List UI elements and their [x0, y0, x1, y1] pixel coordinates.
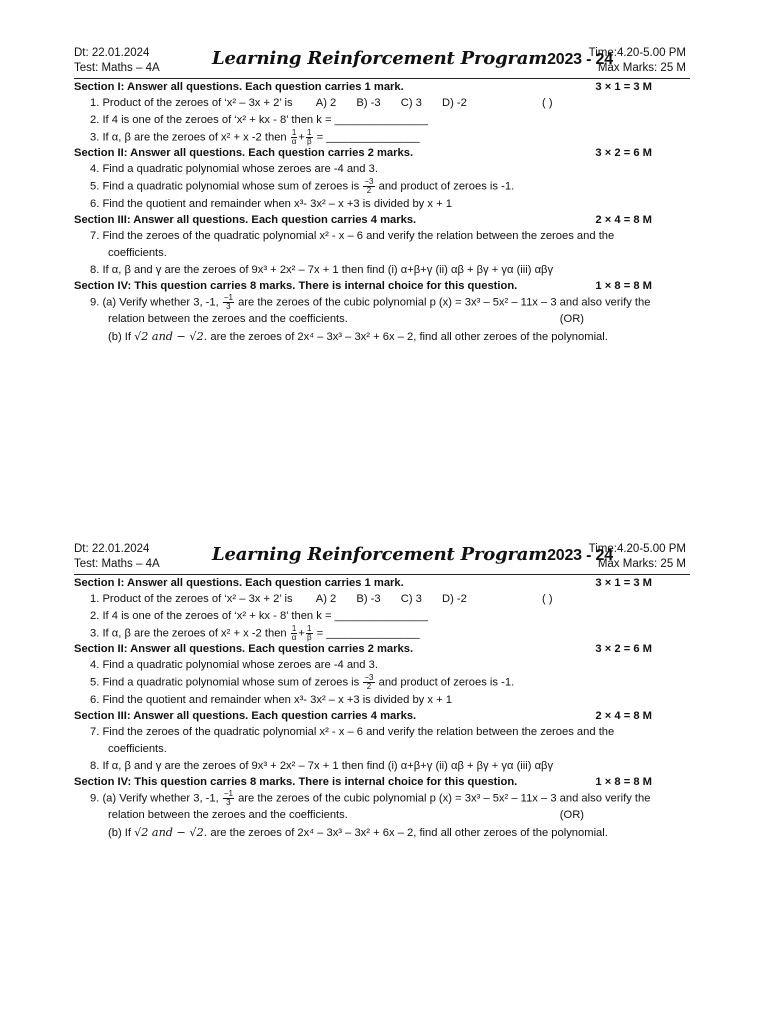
section-heading-3: Section III: Answer all questions. Each question carries 4 marks. 2 × 4 = 8 M — [74, 213, 652, 226]
question-4: 4. Find a quadratic polynomial whose zeroes are -4 and 3. — [90, 163, 378, 176]
question-paper — [74, 540, 690, 842]
section-heading-3: Section III: Answer all questions. Each question carries 4 marks. 2 × 4 = 8 M — [74, 709, 652, 722]
section-marks: 3 × 1 = 3 M — [595, 577, 652, 589]
paper-header — [74, 540, 690, 574]
question-9: 9. (a) Verify whether 3, -1, $\frac{-1}{3}$ are the zeroes of the cubic polynomial p (x) = 3x³ – 5x² – 11x – 3 and also verify the relation between the zeroes and the coefficients. (OR) (b) If √2 and − √2. are the zeroes of 2x⁴ – 3x³ – 3x² + 6x – 2, find all other zeroes of the polynomial. — [74, 294, 690, 346]
option-a: A) 2 — [315, 97, 337, 109]
header-divider — [74, 574, 690, 575]
question-7: 7. Find the zeroes of the quadratic polynomial x² - x – 6 and verify the relation between the zeroes and the coefficients. — [90, 725, 615, 755]
section-marks: 3 × 1 = 3 M — [595, 81, 652, 93]
question-9b: (b) If √2 and − √2. are the zeroes of 2x⁴ – 3x³ – 3x² + 6x – 2, find all other zeroes of the polynomial. — [108, 330, 608, 344]
fraction: $\frac{1}{\alpha}$ — [291, 128, 297, 146]
section-heading-4: Section IV: This question carries 8 marks. There is internal choice for this question. 1 × 8 = 8 M — [74, 279, 652, 292]
question-9a: 9. (a) Verify whether 3, -1, $\frac{-1}{3}$ are the zeroes of the cubic polynomial p (x) = 3x³ – 5x² – 11x – 3 and also verify the — [90, 788, 651, 807]
paper-max-marks: Max Marks: 25 M — [597, 62, 686, 74]
section-marks: 3 × 2 = 6 M — [595, 147, 652, 160]
option-a: A) 2 — [315, 593, 337, 605]
option-b: B) -3 — [356, 97, 381, 109]
question-8: 8. If α, β and γ are the zeroes of 9x³ + 2x² – 7x + 1 then find (i) α+β+γ (ii) αβ + βγ + γα (iii) αβγ — [90, 759, 554, 772]
paper-time: Time:4.20-5.00 PM — [588, 543, 686, 555]
question-3: 3. If α, β are the zeroes of x² + x -2 then $\frac{1}{\alpha}$ + $\frac{1}{\beta}$ = _______________ — [90, 128, 420, 146]
section-marks: 1 × 8 = 8 M — [595, 775, 652, 788]
section-heading-1: Section I: Answer all questions. Each question carries 1 mark. 3 × 1 = 3 M — [74, 577, 652, 589]
option-c: C) 3 — [400, 97, 422, 109]
question-8: 8. If α, β and γ are the zeroes of 9x³ + 2x² – 7x + 1 then find (i) α+β+γ (ii) αβ + βγ + γα (iii) αβγ — [90, 263, 554, 276]
answer-bracket: ( ) — [542, 593, 553, 605]
answer-bracket: ( ) — [542, 97, 553, 109]
section-marks: 2 × 4 = 8 M — [595, 709, 652, 722]
fraction: $\frac{1}{\beta}$ — [306, 624, 312, 642]
question-3: 3. If α, β are the zeroes of x² + x -2 then $\frac{1}{\alpha}$ + $\frac{1}{\beta}$ = _______________ — [90, 624, 420, 642]
fraction: $\frac{-1}{3}$ — [223, 292, 233, 311]
question-7: 7. Find the zeroes of the quadratic polynomial x² - x – 6 and verify the relation between the zeroes and the coefficients. — [90, 229, 615, 259]
or-label: (OR) — [559, 313, 584, 326]
section-heading-2: Section II: Answer all questions. Each question carries 2 marks. 3 × 2 = 6 M — [74, 643, 652, 656]
option-b: B) -3 — [356, 593, 381, 605]
option-d: D) -2 — [441, 97, 467, 109]
question-5: 5. Find a quadratic polynomial whose sum of zeroes is $\frac{-3}{2}$ and product of zeroes is -1. — [90, 673, 515, 692]
option-c: C) 3 — [400, 593, 422, 605]
paper-test-name: Test: Maths – 4A — [74, 62, 160, 74]
paper-max-marks: Max Marks: 25 M — [597, 558, 686, 570]
option-d: D) -2 — [441, 593, 467, 605]
section-marks: 3 × 2 = 6 M — [595, 643, 652, 656]
fraction: $\frac{1}{\beta}$ — [306, 128, 312, 146]
fraction: $\frac{-3}{2}$ — [364, 177, 374, 196]
paper-title: Learning Reinforcement Program2023 - 24 — [212, 48, 613, 69]
section-heading-1: Section I: Answer all questions. Each question carries 1 mark. 3 × 1 = 3 M — [74, 81, 652, 93]
question-9: 9. (a) Verify whether 3, -1, $\frac{-1}{3}$ are the zeroes of the cubic polynomial p (x) = 3x³ – 5x² – 11x – 3 and also verify the relation between the zeroes and the coefficients. (OR) (b) If √2 and − √2. are the zeroes of 2x⁴ – 3x³ – 3x² + 6x – 2, find all other zeroes of the polynomial. — [74, 790, 690, 842]
question-9b: (b) If √2 and − √2. are the zeroes of 2x⁴ – 3x³ – 3x² + 6x – 2, find all other zeroes of the polynomial. — [108, 826, 608, 840]
section-marks: 1 × 8 = 8 M — [595, 279, 652, 292]
paper-year: 2023 - 24 — [547, 51, 613, 68]
fraction: $\frac{-1}{3}$ — [223, 788, 233, 807]
question-4: 4. Find a quadratic polynomial whose zeroes are -4 and 3. — [90, 659, 378, 672]
question-2: 2. If 4 is one of the zeroes of ‘x² + kx - 8’ then k = _______________ — [90, 610, 428, 622]
paper-date: Dt: 22.01.2024 — [74, 543, 150, 555]
question-9a: 9. (a) Verify whether 3, -1, $\frac{-1}{3}$ are the zeroes of the cubic polynomial p (x) = 3x³ – 5x² – 11x – 3 and also verify the — [90, 292, 651, 311]
paper-date: Dt: 22.01.2024 — [74, 47, 150, 59]
question-6: 6. Find the quotient and remainder when x³- 3x² – x +3 is divided by x + 1 — [90, 197, 452, 210]
question-1: 1. Product of the zeroes of ‘x² – 3x + 2’ is A) 2 B) -3 C) 3 D) -2 ( ) — [74, 95, 690, 112]
question-1: 1. Product of the zeroes of ‘x² – 3x + 2’ is A) 2 B) -3 C) 3 D) -2 ( ) — [74, 591, 690, 608]
paper-test-name: Test: Maths – 4A — [74, 558, 160, 570]
question-6: 6. Find the quotient and remainder when x³- 3x² – x +3 is divided by x + 1 — [90, 693, 452, 706]
section-marks: 2 × 4 = 8 M — [595, 213, 652, 226]
paper-time: Time:4.20-5.00 PM — [588, 47, 686, 59]
section-heading-2: Section II: Answer all questions. Each question carries 2 marks. 3 × 2 = 6 M — [74, 147, 652, 160]
question-2: 2. If 4 is one of the zeroes of ‘x² + kx - 8’ then k = _______________ — [90, 114, 428, 126]
fraction: $\frac{1}{\alpha}$ — [291, 624, 297, 642]
fraction: $\frac{-3}{2}$ — [364, 673, 374, 692]
header-divider — [74, 78, 690, 79]
section-heading-4: Section IV: This question carries 8 marks. There is internal choice for this question. 1 × 8 = 8 M — [74, 775, 652, 788]
or-label: (OR) — [559, 809, 584, 822]
paper-header — [74, 44, 690, 78]
question-paper — [74, 44, 690, 346]
paper-title: Learning Reinforcement Program2023 - 24 — [212, 544, 613, 565]
question-5: 5. Find a quadratic polynomial whose sum of zeroes is $\frac{-3}{2}$ and product of zeroes is -1. — [90, 177, 515, 196]
paper-year: 2023 - 24 — [547, 547, 613, 564]
